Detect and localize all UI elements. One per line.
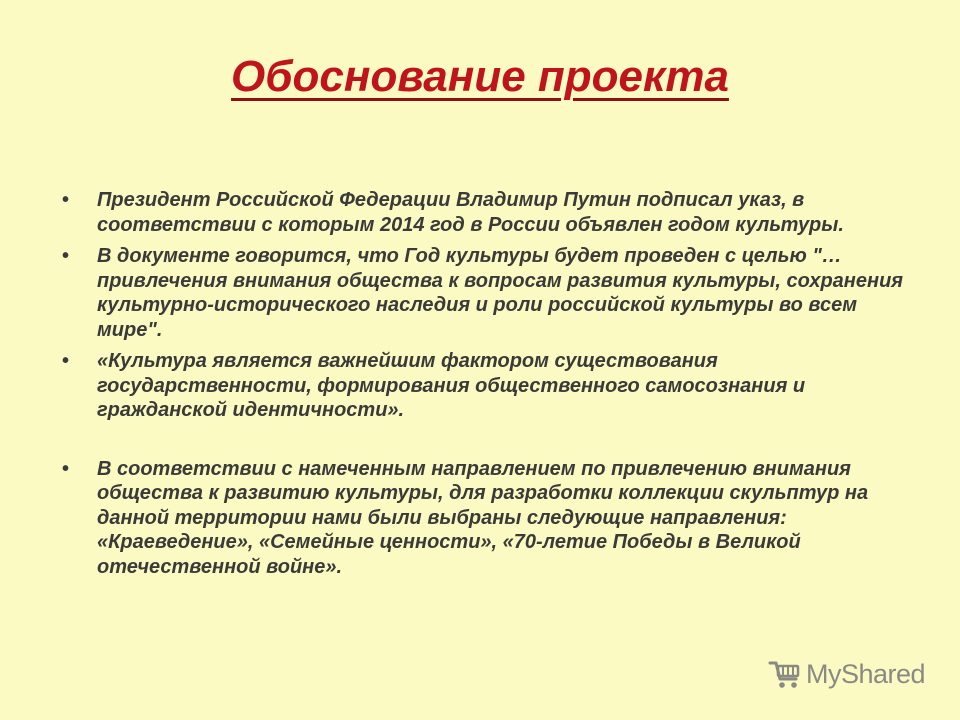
bullet-item: [62, 244, 922, 342]
shopping-cart-icon: [768, 657, 802, 691]
watermark-text: MyShared: [806, 658, 926, 689]
bullet-list: [62, 188, 922, 586]
bullet-marker: •: [62, 189, 70, 211]
bullet-marker: •: [62, 350, 70, 372]
bullet-text: В документе говорится, что Год культуры будет проведен с целью "…привлечения внимания общества к вопросам развития культуры, сохранения культурно-исторического наследия и роли российской культуры во всем мире".: [97, 245, 904, 341]
bullet-item: [62, 457, 922, 580]
bullet-text: В соответствии с намеченным направлением по привлечению внимания общества к развитию культуры, для разработки коллекции скульптур на данной территории нами были выбраны следующие направления: «Краеведение», «Семейные ценности», «70-летие Победы в Великой отечественной войне».: [97, 457, 869, 578]
bullet-item: [62, 349, 922, 423]
bullet-marker: •: [62, 457, 70, 480]
slide-title: [0, 52, 960, 102]
watermark: [768, 654, 925, 694]
bullet-item: [62, 188, 922, 237]
slide-title-text: Обоснование проекта: [231, 52, 729, 101]
bullet-text: Президент Российской Федерации Владимир Путин подписал указ, в соответствии с которым 2014 год в России объявлен годом культуры.: [97, 189, 844, 236]
bullet-text: «Культура является важнейшим фактором существования государственности, формирования общественного самосознания и гражданской идентичности».: [97, 350, 806, 421]
bullet-marker: •: [62, 245, 70, 267]
